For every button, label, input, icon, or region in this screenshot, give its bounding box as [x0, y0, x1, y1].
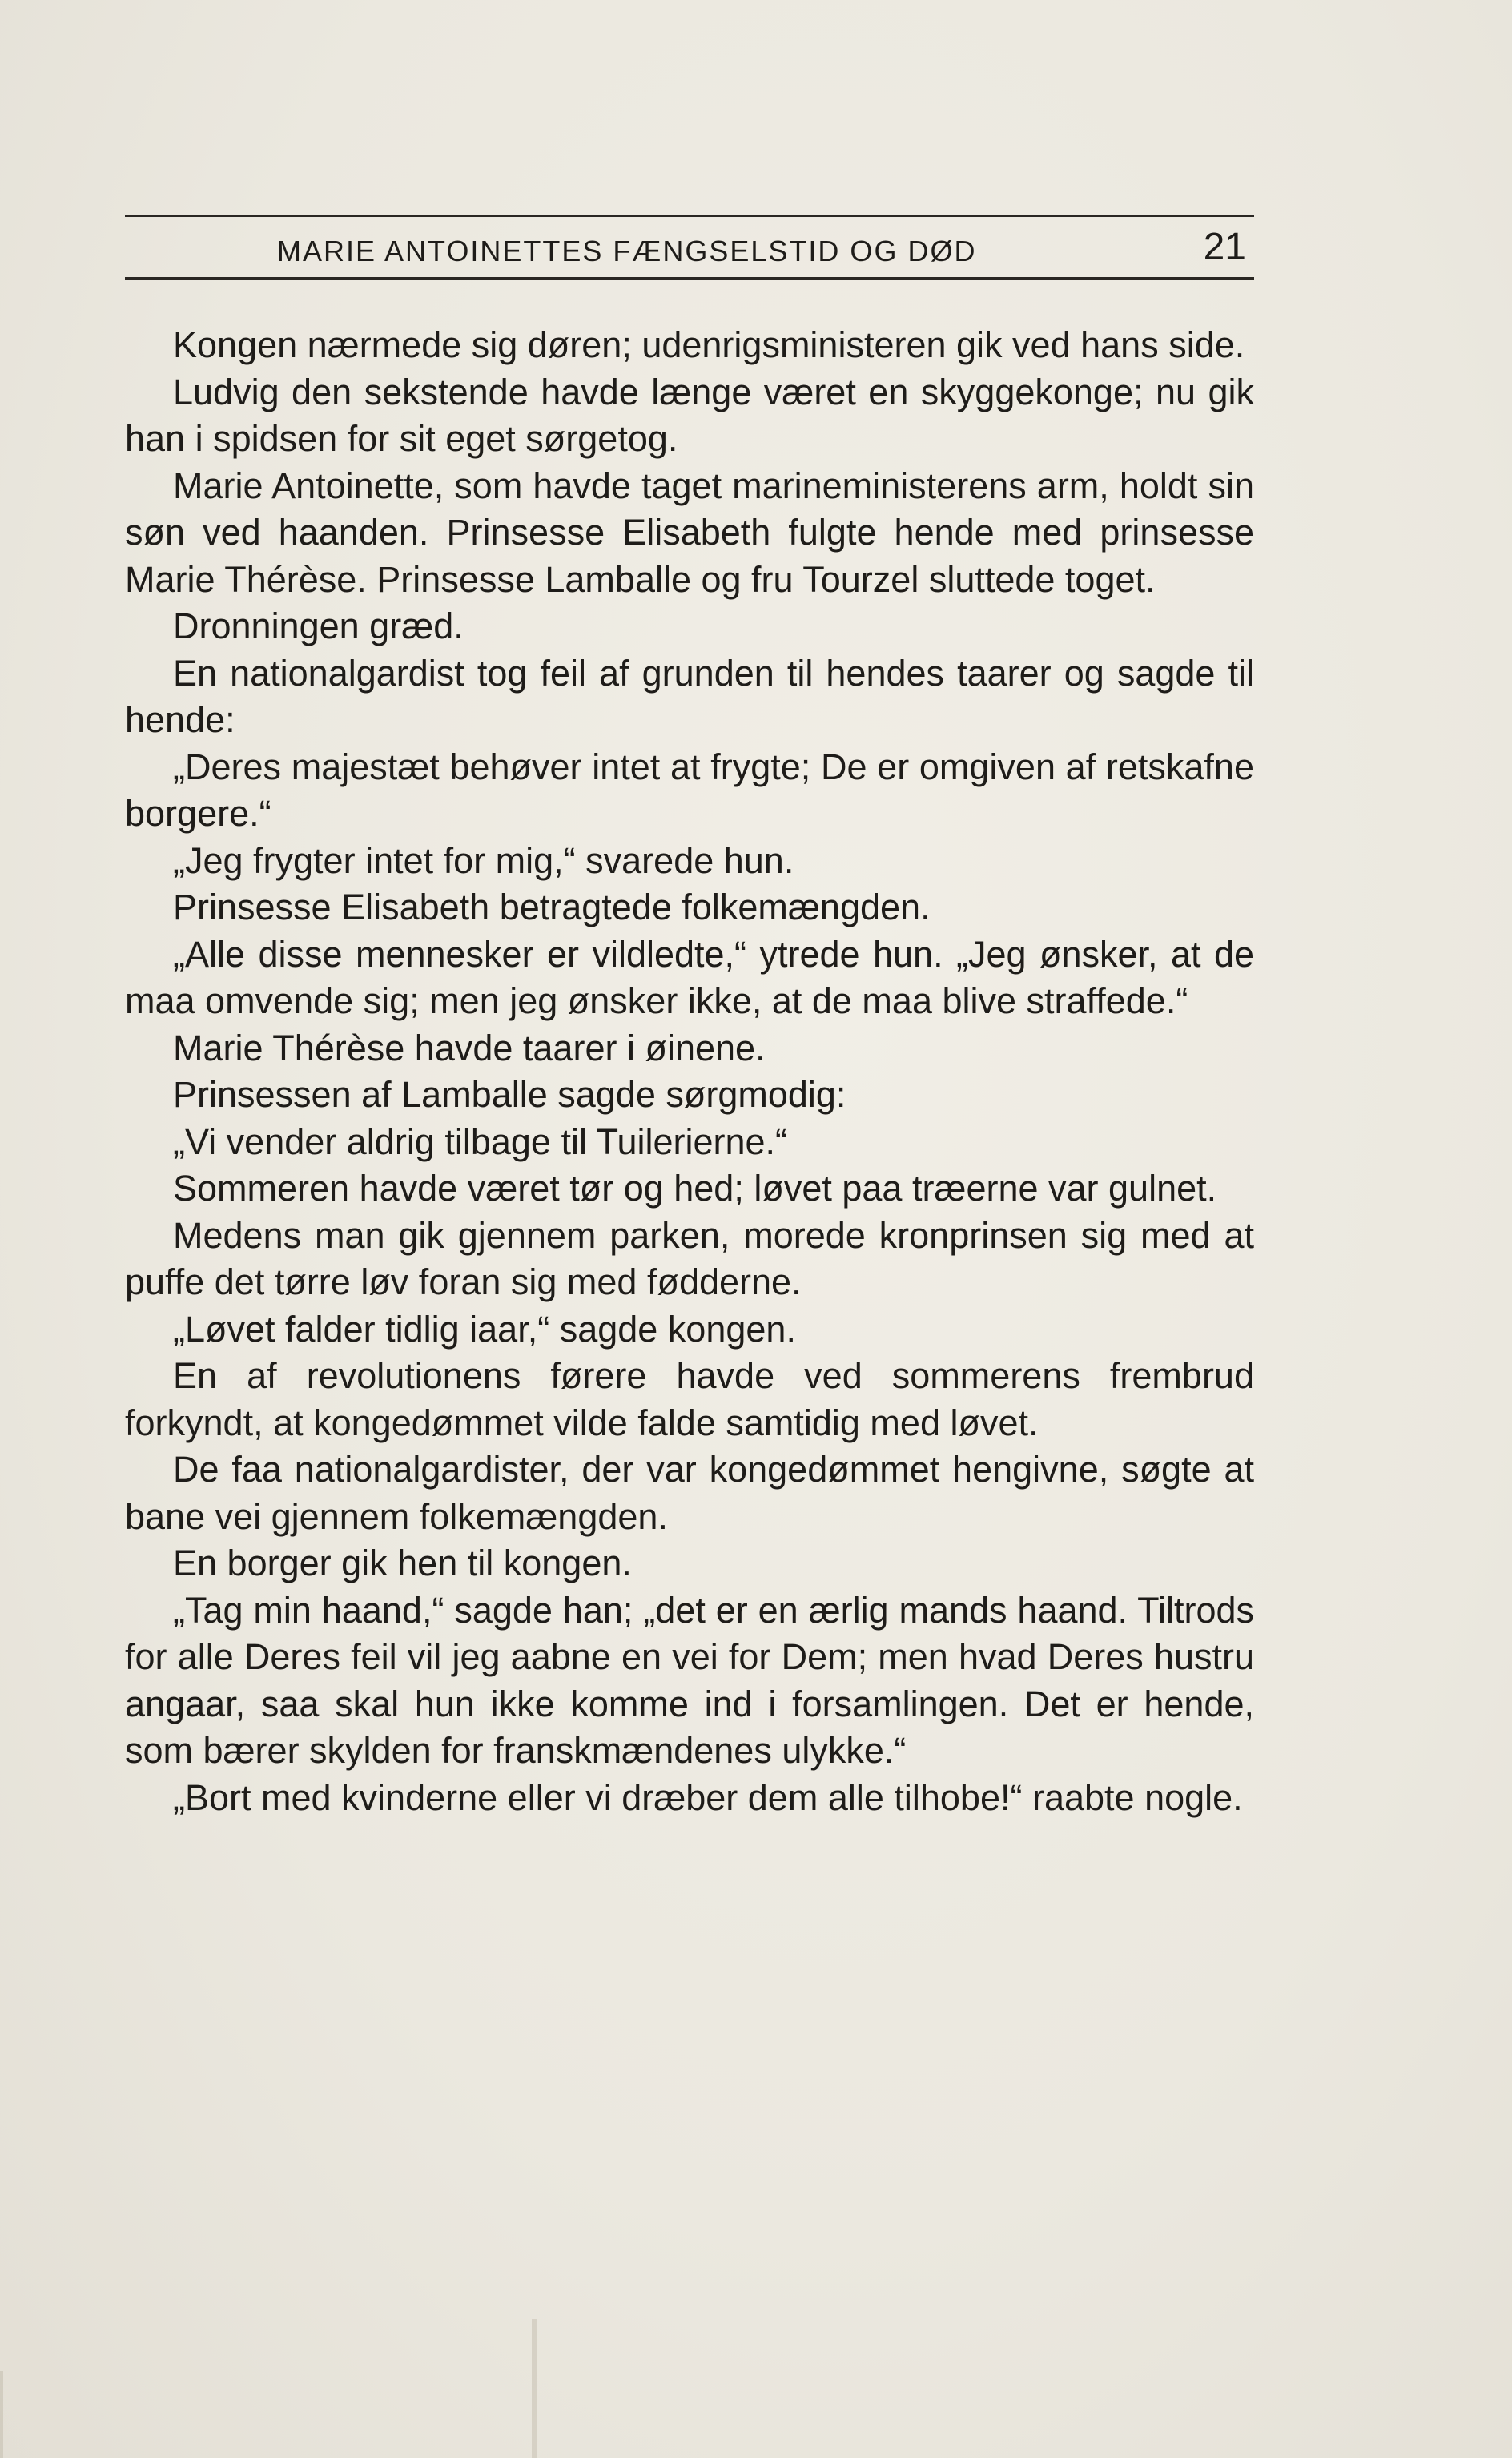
header-top-rule	[125, 215, 1254, 217]
page-edge-shadow	[0, 2371, 3, 2458]
paragraph: „Jeg frygter intet for mig,“ svarede hun.	[173, 839, 794, 881]
paragraph: „Vi vender aldrig tilbage til Tuilerierne.“	[173, 1120, 788, 1162]
page-number: 21	[1203, 226, 1246, 268]
paragraph: En nationalgardist tog feil af grunden til hendes taarer og sagde til hende:	[125, 652, 1254, 740]
paragraph: En af revolutionens førere havde ved sommerens frembrud forkyndt, at kongedømmet vilde falde samtidig med løvet.	[125, 1355, 1254, 1443]
paragraph: Ludvig den sekstende havde længe været en skyggekonge; nu gik han i spidsen for sit eget sørgetog.	[125, 371, 1254, 459]
paragraph: Prinsesse Elisabeth betragtede folkemængden.	[173, 887, 931, 927]
paragraph: Dronningen græd.	[173, 605, 464, 646]
running-head	[125, 223, 1254, 272]
paragraph: Medens man gik gjennem parken, morede kronprinsen sig med at puffe det tørre løv foran sig med fødderne.	[125, 1214, 1254, 1302]
binding-shadow	[532, 2319, 537, 2458]
paragraph: „Bort med kvinderne eller vi dræber dem alle tilhobe!“ raabte nogle.	[173, 1776, 1243, 1818]
paragraph: De faa nationalgardister, der var kongedømmet hengivne, søgte at bane vei gjennem folkemængden.	[125, 1449, 1254, 1537]
paragraph: Kongen nærmede sig døren; udenrigsministeren gik ved hans side.	[173, 324, 1245, 365]
paragraph: Sommeren havde været tør og hed; løvet paa træerne var gulnet.	[173, 1168, 1217, 1209]
paragraph: Marie Thérèse havde taarer i øinene.	[173, 1027, 766, 1068]
paragraph: „Tag min haand,“ sagde han; „det er en ærlig mands haand. Tiltrods for alle Deres feil vil jeg aabne en vei for Dem; men hvad Deres hustru angaar, saa skal hun ikke komme ind i forsamlingen. Det er hende, som bærer skylden for franskmændenes ulykke.“	[125, 1589, 1254, 1771]
paragraph: Prinsessen af Lamballe sagde sørgmodig:	[173, 1074, 846, 1115]
header-bottom-rule	[125, 277, 1254, 280]
paragraph: „Løvet falder tidlig iaar,“ sagde kongen.	[173, 1308, 796, 1350]
body-text	[125, 322, 1254, 1821]
running-title: MARIE ANTOINETTES FÆNGSELSTID OG DØD	[277, 235, 977, 268]
paragraph: „Deres majestæt behøver intet at frygte; De er omgiven af retskafne borgere.“	[125, 746, 1254, 834]
paragraph: Marie Antoinette, som havde taget marineministerens arm, holdt sin søn ved haanden. Prinsesse Elisabeth fulgte hende med prinsesse Marie Thérèse. Prinsesse Lamballe og fru Tourzel sluttede toget.	[125, 465, 1254, 600]
paragraph: „Alle disse mennesker er vildledte,“ ytrede hun. „Jeg ønsker, at de maa omvende sig; men jeg ønsker ikke, at de maa blive straffede.“	[125, 933, 1254, 1021]
paragraph: En borger gik hen til kongen.	[173, 1543, 632, 1583]
